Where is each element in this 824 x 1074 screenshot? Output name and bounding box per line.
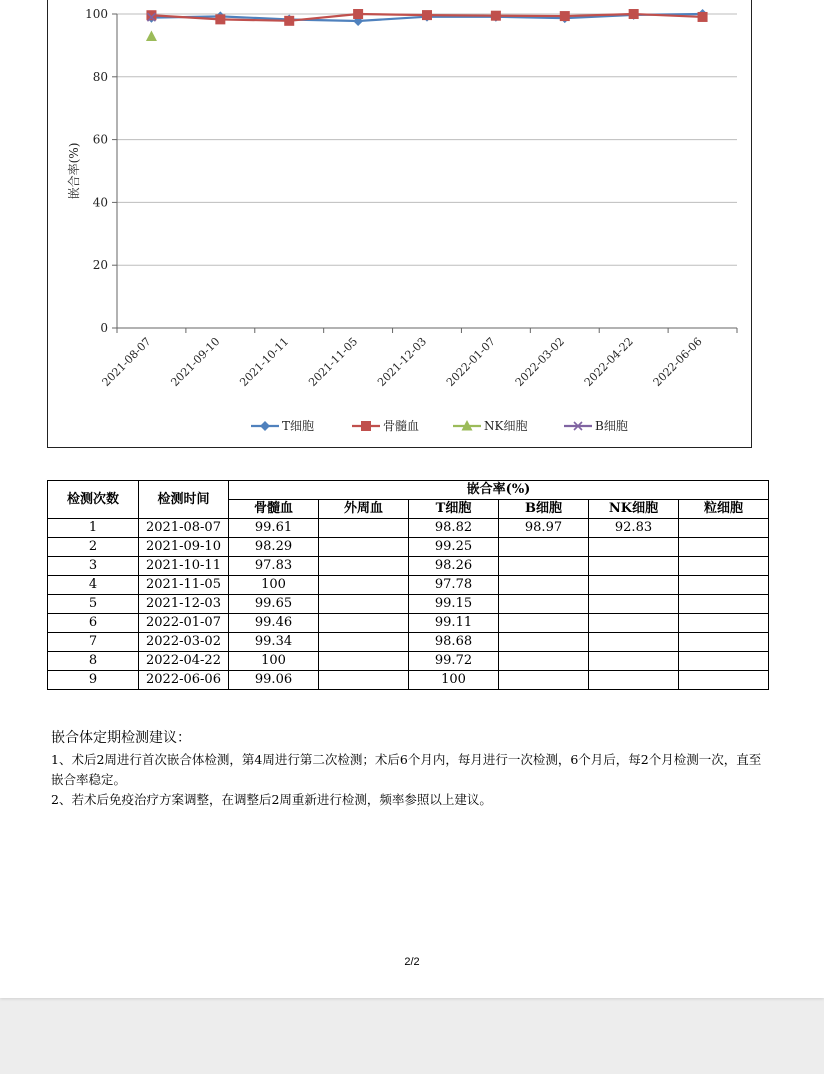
subheader-4: NK细胞 (589, 500, 679, 519)
cell-rate: 97.78 (409, 576, 499, 595)
table-row (48, 614, 769, 633)
cell-rate (589, 614, 679, 633)
cell-rate (589, 557, 679, 576)
cell-rate (589, 595, 679, 614)
data-point (491, 11, 501, 21)
header-test-count: 检测次数 (48, 481, 139, 519)
cell-rate (589, 671, 679, 690)
results-table-wrap (47, 480, 769, 690)
cell-test-date: 2022-06-06 (139, 671, 229, 690)
cell-rate: 99.61 (229, 519, 319, 538)
table-row (48, 557, 769, 576)
cell-test-date: 2021-11-05 (139, 576, 229, 595)
cell-rate: 98.97 (499, 519, 589, 538)
cell-test-number: 6 (48, 614, 139, 633)
cell-test-date: 2021-09-10 (139, 538, 229, 557)
subheader-1: 外周血 (319, 500, 409, 519)
cell-test-number: 9 (48, 671, 139, 690)
cell-rate: 99.72 (409, 652, 499, 671)
cell-rate (319, 652, 409, 671)
cell-rate (499, 538, 589, 557)
cell-rate (319, 633, 409, 652)
cell-rate: 98.68 (409, 633, 499, 652)
subheader-2: T细胞 (409, 500, 499, 519)
table-row (48, 595, 769, 614)
cell-test-number: 7 (48, 633, 139, 652)
cell-rate: 98.82 (409, 519, 499, 538)
table-row (48, 519, 769, 538)
cell-test-number: 1 (48, 519, 139, 538)
cell-rate (589, 576, 679, 595)
cell-rate (679, 538, 769, 557)
monitoring-advice (51, 728, 771, 810)
y-tick-label: 20 (92, 258, 108, 273)
cell-test-number: 5 (48, 595, 139, 614)
data-point (146, 10, 156, 20)
cell-rate: 99.34 (229, 633, 319, 652)
header-test-time: 检测时间 (139, 481, 229, 519)
y-tick-label: 0 (100, 321, 108, 335)
subheader-5: 粒细胞 (679, 500, 769, 519)
x-tick-label: 2022-04-22 (581, 334, 636, 389)
cell-rate: 100 (409, 671, 499, 690)
cell-test-number: 3 (48, 557, 139, 576)
legend-label: 骨髓血 (383, 419, 420, 433)
cell-test-date: 2022-04-22 (139, 652, 229, 671)
page-number: 2/2 (404, 956, 420, 968)
table-row (48, 633, 769, 652)
cell-rate: 99.15 (409, 595, 499, 614)
chimerism-chart (47, 0, 752, 448)
cell-rate (589, 633, 679, 652)
y-tick-label: 60 (92, 132, 108, 147)
cell-rate (679, 614, 769, 633)
y-tick-label: 100 (85, 7, 108, 21)
advice-item-1: 1、术后2周进行首次嵌合体检测，第4周进行第二次检测；术后6个月内，每月进行一次检测，6个月后，每2个月检测一次，直至嵌合率稳定。 (51, 752, 762, 787)
cell-rate: 99.46 (229, 614, 319, 633)
data-point (284, 16, 294, 26)
data-point (215, 14, 225, 24)
cell-rate (679, 595, 769, 614)
y-axis-label: 嵌合率(%) (67, 142, 81, 200)
legend-label: NK细胞 (484, 419, 528, 433)
cell-rate (499, 576, 589, 595)
cell-rate (319, 576, 409, 595)
cell-rate (679, 519, 769, 538)
advice-title: 嵌合体定期检测建议： (51, 730, 191, 746)
cell-rate (319, 519, 409, 538)
table-row (48, 538, 769, 557)
chart-svg (48, 0, 753, 448)
data-point (422, 10, 432, 20)
x-tick-label: 2022-01-07 (443, 334, 499, 389)
x-tick-label: 2021-12-03 (375, 334, 430, 389)
x-tick-label: 2022-03-02 (512, 334, 567, 389)
cell-rate (589, 652, 679, 671)
cell-rate: 99.11 (409, 614, 499, 633)
cell-rate: 92.83 (589, 519, 679, 538)
subheader-3: B细胞 (499, 500, 589, 519)
cell-test-date: 2021-12-03 (139, 595, 229, 614)
cell-rate: 100 (229, 652, 319, 671)
data-point (698, 12, 708, 22)
subheader-0: 骨髓血 (229, 500, 319, 519)
legend-marker (361, 421, 371, 431)
cell-rate: 98.26 (409, 557, 499, 576)
data-point (146, 31, 157, 42)
cell-rate (499, 595, 589, 614)
cell-rate: 99.25 (409, 538, 499, 557)
cell-rate: 100 (229, 576, 319, 595)
advice-item-2: 2、若术后免疫治疗方案调整，在调整后2周重新进行检测，频率参照以上建议。 (51, 792, 492, 807)
cell-test-date: 2022-03-02 (139, 633, 229, 652)
cell-rate (679, 633, 769, 652)
cell-rate (499, 557, 589, 576)
cell-rate: 99.06 (229, 671, 319, 690)
legend-label: T细胞 (282, 419, 315, 433)
cell-rate (589, 538, 679, 557)
table-row (48, 671, 769, 690)
cell-rate (679, 576, 769, 595)
x-tick-label: 2021-09-10 (168, 334, 223, 389)
data-point (560, 11, 570, 21)
cell-test-number: 8 (48, 652, 139, 671)
x-tick-label: 2022-06-06 (650, 334, 705, 389)
data-point (353, 9, 363, 19)
legend-label: B细胞 (595, 419, 628, 433)
cell-test-date: 2022-01-07 (139, 614, 229, 633)
cell-test-date: 2021-10-11 (139, 557, 229, 576)
legend-marker (260, 421, 270, 431)
cell-rate (679, 671, 769, 690)
cell-rate (319, 557, 409, 576)
cell-rate: 98.29 (229, 538, 319, 557)
cell-rate (499, 614, 589, 633)
cell-rate (679, 652, 769, 671)
cell-rate (319, 538, 409, 557)
table-row (48, 652, 769, 671)
x-tick-label: 2021-08-07 (99, 334, 154, 389)
cell-test-number: 4 (48, 576, 139, 595)
header-chimerism-rate: 嵌合率(%) (229, 481, 769, 500)
cell-rate (319, 595, 409, 614)
cell-test-date: 2021-08-07 (139, 519, 229, 538)
cell-rate (499, 633, 589, 652)
cell-rate (319, 614, 409, 633)
data-point (629, 9, 639, 19)
y-tick-label: 40 (92, 195, 108, 210)
cell-rate: 97.83 (229, 557, 319, 576)
results-table (47, 480, 769, 690)
cell-rate: 99.65 (229, 595, 319, 614)
table-row (48, 576, 769, 595)
cell-rate (499, 671, 589, 690)
cell-rate (499, 652, 589, 671)
cell-test-number: 2 (48, 538, 139, 557)
y-tick-label: 80 (92, 69, 108, 84)
x-tick-label: 2021-11-05 (306, 334, 361, 389)
cell-rate (679, 557, 769, 576)
x-tick-label: 2021-10-11 (237, 334, 292, 389)
cell-rate (319, 671, 409, 690)
